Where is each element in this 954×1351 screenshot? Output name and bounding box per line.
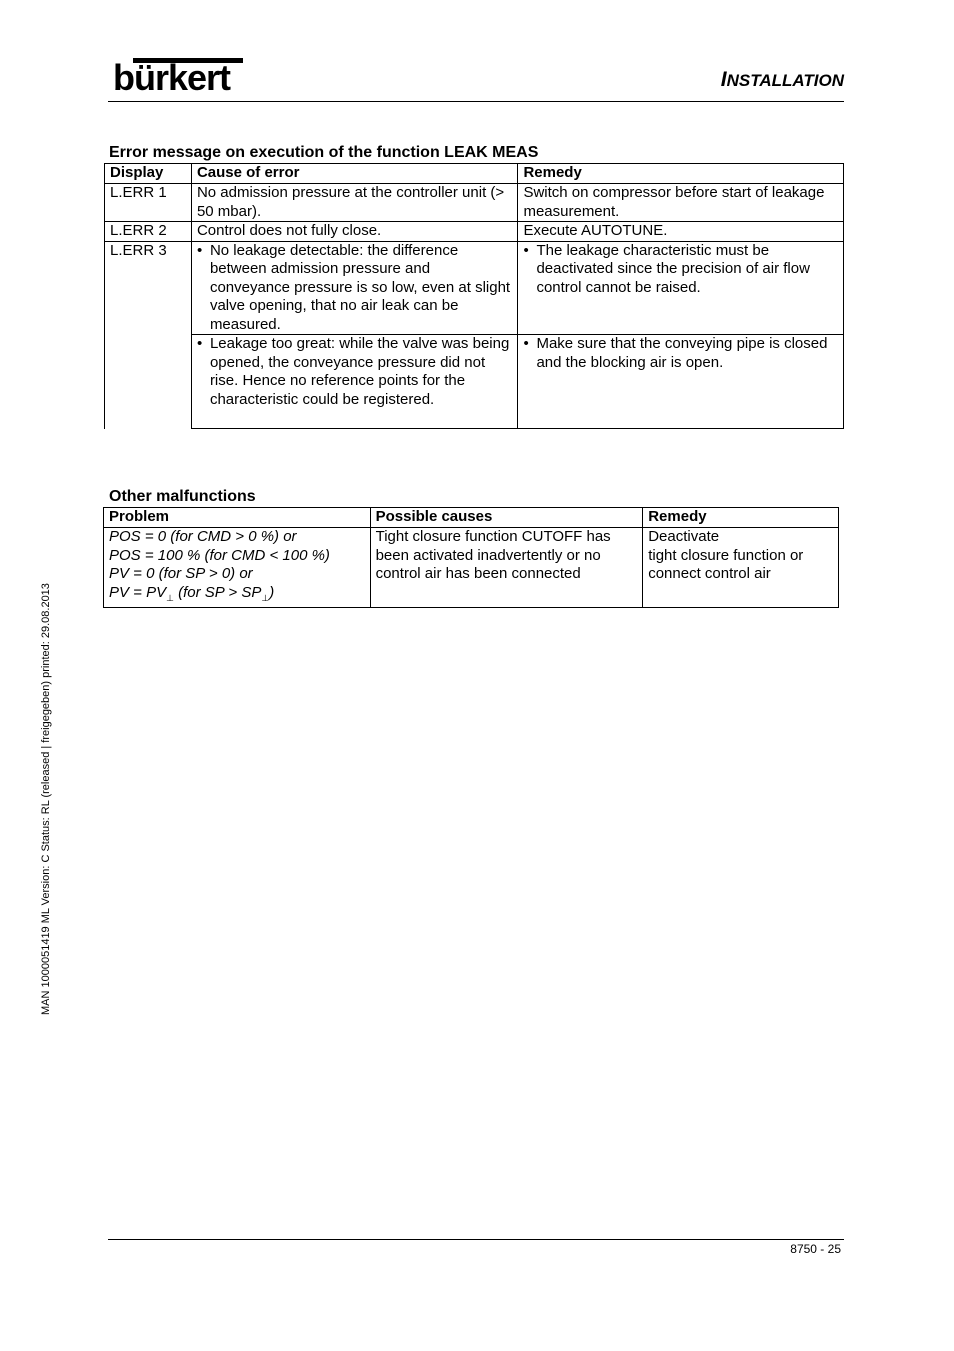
cause-text: No leakage detectable: the difference between admission pressure and conveyance pressure is so low, even at slight valve opening, that no air leak can be measured. [209, 241, 511, 333]
cause-text: Leakage too great: while the valve was being opened, the conveyance pressure did not rise. Hence no reference points for the characteristic could be registered. [209, 335, 510, 408]
header-display: Display [105, 164, 192, 184]
problem-line: POS = 0 (for CMD > 0 %) or [109, 528, 297, 545]
bullet-icon: • [196, 241, 203, 259]
table-row [104, 528, 839, 608]
page-number: 8750 - 25 [790, 1242, 841, 1256]
header-divider [108, 101, 844, 102]
remedy-cell [518, 335, 844, 429]
remedy-text: Make sure that the conveying pipe is closed and the blocking air is open. [536, 335, 828, 371]
remedy-line: tight closure function or connect control air [648, 546, 804, 582]
problem-text: PV = PV [109, 583, 167, 601]
header-cause: Cause of error [191, 164, 518, 184]
cause-cell: No admission pressure at the controller unit (> 50 mbar). [191, 184, 518, 222]
problem-cell [104, 528, 371, 608]
remedy-line: Deactivate [648, 528, 720, 545]
page-section-title [721, 68, 844, 93]
leak-meas-table-title: Error message on execution of the function LEAK MEAS [109, 144, 539, 161]
header-possible-causes: Possible causes [370, 508, 643, 528]
perp-symbol: ⊥ [261, 592, 270, 603]
problem-line: PV = 0 (for SP > 0) or [109, 565, 253, 582]
table-row [105, 184, 844, 222]
header-remedy: Remedy [643, 508, 839, 528]
title-initial: I [720, 68, 727, 91]
table-header-row [104, 508, 839, 528]
remedy-cell: Switch on compressor before start of leakage measurement. [518, 184, 844, 222]
other-malfunctions-title: Other malfunctions [109, 488, 256, 505]
cause-cell [191, 335, 518, 429]
remedy-cell [518, 241, 844, 335]
display-cell: L.ERR 2 [105, 222, 192, 242]
leak-meas-error-table [104, 163, 844, 429]
other-malfunctions-table [103, 507, 839, 608]
table-header-row [105, 164, 844, 184]
bullet-icon: • [196, 335, 203, 352]
cause-cell: Control does not fully close. [191, 222, 518, 242]
remedy-text: The leakage characteristic must be deactivated since the precision of air flow control cannot be raised. [536, 241, 810, 296]
causes-cell: Tight closure function CUTOFF has been activated inadvertently or no control air has been connected [370, 528, 643, 608]
footer-divider [108, 1239, 844, 1240]
title-rest: NSTALLATION [726, 71, 844, 90]
problem-text: ) [269, 583, 275, 601]
logo-text: bürkert [113, 57, 231, 98]
perp-symbol: ⊥ [166, 592, 174, 603]
table-row [105, 222, 844, 242]
display-cell: L.ERR 3 [105, 241, 192, 429]
bullet-icon: • [523, 335, 529, 352]
table-row [105, 335, 844, 429]
document-version-info: MAN 1000051419 ML Version: C Status: RL (released | freigegeben) printed: 29.08.2013 [40, 583, 52, 1015]
problem-line [109, 584, 365, 608]
header-problem: Problem [104, 508, 371, 528]
burkert-logo [113, 58, 245, 98]
header-remedy: Remedy [518, 164, 844, 184]
remedy-cell [643, 528, 839, 608]
bullet-icon: • [523, 241, 529, 259]
cause-cell [191, 241, 518, 335]
problem-text: (for SP > SP [173, 583, 262, 601]
remedy-cell: Execute AUTOTUNE. [518, 222, 844, 242]
table-row [105, 241, 844, 335]
problem-line: POS = 100 % (for CMD < 100 %) [109, 546, 330, 564]
display-cell: L.ERR 1 [105, 184, 192, 222]
